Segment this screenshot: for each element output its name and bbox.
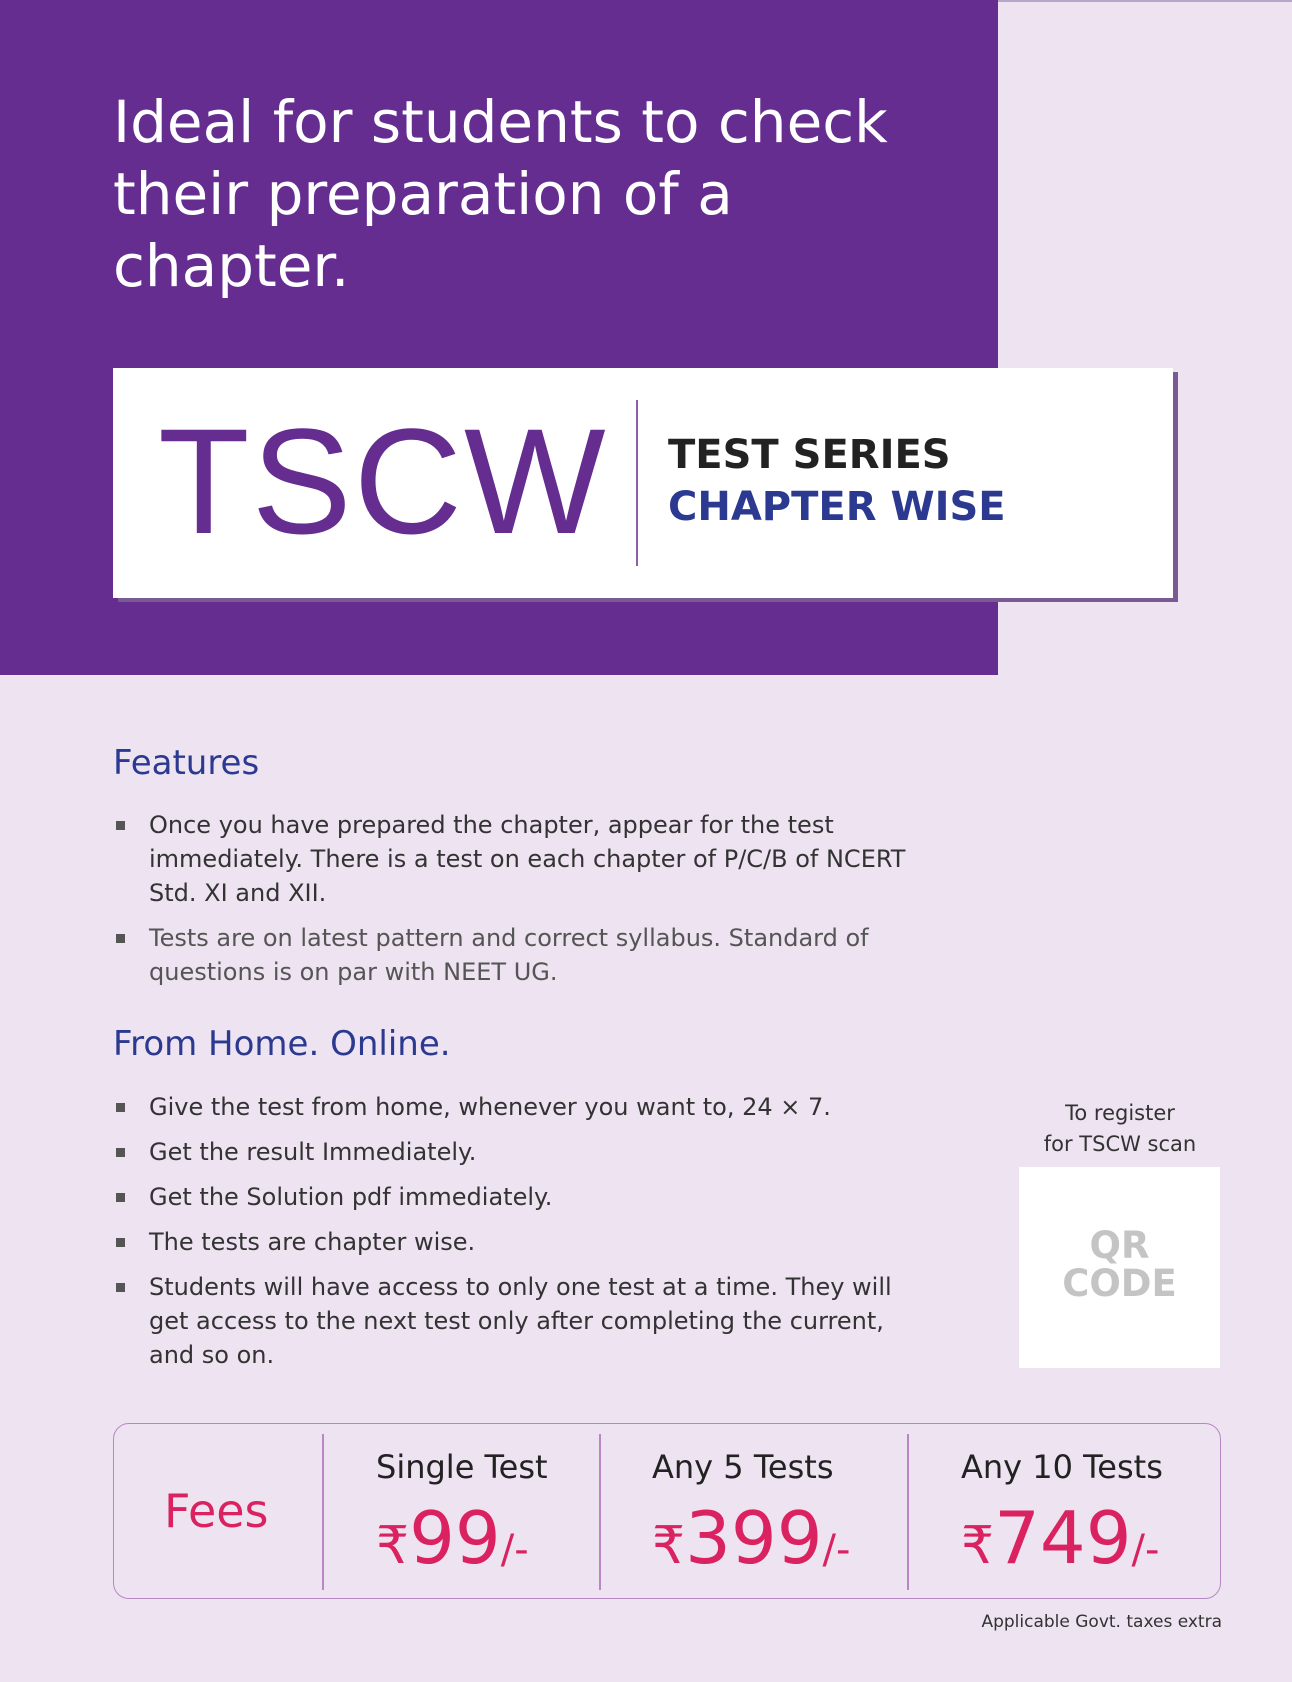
fees-table bbox=[113, 1423, 1221, 1599]
fee-plan-name: Single Test bbox=[376, 1448, 548, 1486]
qr-code-placeholder[interactable] bbox=[1019, 1167, 1220, 1368]
fees-divider bbox=[599, 1434, 601, 1590]
features-list bbox=[113, 808, 913, 1000]
list-item-text: Students will have access to only one test at a time. They will get access to the next test only after completing the current, and so on. bbox=[149, 1273, 892, 1369]
bullet-square-icon bbox=[116, 1283, 125, 1292]
list-item-text: The tests are chapter wise. bbox=[149, 1228, 476, 1256]
fee-price-suffix: /- bbox=[1131, 1527, 1160, 1573]
qr-label-line2: CODE bbox=[1062, 1262, 1177, 1305]
fees-divider bbox=[907, 1434, 909, 1590]
list-item-text: Tests are on latest pattern and correct syllabus. Standard of questions is on par with NEET UG. bbox=[149, 924, 869, 986]
list-item bbox=[113, 808, 913, 910]
fee-price-suffix: /- bbox=[500, 1527, 529, 1573]
bullet-square-icon bbox=[116, 934, 125, 943]
fee-price-suffix: /- bbox=[822, 1527, 851, 1573]
register-caption-line2: for TSCW scan bbox=[1043, 1132, 1197, 1156]
brand-subtitle-line2: CHAPTER WISE bbox=[668, 484, 1006, 530]
fees-label: Fees bbox=[164, 1484, 269, 1538]
bullet-square-icon bbox=[116, 1103, 125, 1112]
list-item-text: Once you have prepared the chapter, appear for the test immediately. There is a test on each chapter of P/C/B of NCERT Std. XI and XII. bbox=[149, 811, 906, 907]
fee-plan-price bbox=[961, 1498, 1159, 1590]
list-item bbox=[113, 1225, 913, 1259]
fee-price-value: 399 bbox=[685, 1496, 823, 1580]
fee-price-value: 99 bbox=[409, 1496, 501, 1580]
brand-subtitle-line1: TEST SERIES bbox=[668, 432, 951, 478]
tax-note: Applicable Govt. taxes extra bbox=[981, 1612, 1222, 1632]
fee-plan-price bbox=[652, 1498, 850, 1590]
list-item bbox=[113, 921, 913, 989]
list-item-text: Get the Solution pdf immediately. bbox=[149, 1183, 553, 1211]
bullet-square-icon bbox=[116, 821, 125, 830]
list-item bbox=[113, 1180, 913, 1214]
fee-price-value: 749 bbox=[994, 1496, 1132, 1580]
list-item-text: Give the test from home, whenever you want to, 24 × 7. bbox=[149, 1093, 831, 1121]
rupee-symbol: ₹ bbox=[961, 1516, 995, 1576]
bullet-square-icon bbox=[116, 1148, 125, 1157]
online-features-list bbox=[113, 1090, 913, 1383]
brand-card bbox=[113, 368, 1173, 598]
features-heading: Features bbox=[113, 743, 260, 783]
list-item-text: Get the result Immediately. bbox=[149, 1138, 477, 1166]
bullet-square-icon bbox=[116, 1193, 125, 1202]
register-caption-line1: To register bbox=[1065, 1101, 1175, 1125]
bullet-square-icon bbox=[116, 1238, 125, 1247]
fee-plan-name: Any 10 Tests bbox=[961, 1448, 1163, 1486]
fee-plan-price bbox=[376, 1498, 529, 1590]
list-item bbox=[113, 1090, 913, 1124]
qr-label-line1: QR bbox=[1089, 1224, 1150, 1267]
brand-divider bbox=[636, 400, 638, 566]
fee-plan-name: Any 5 Tests bbox=[652, 1448, 834, 1486]
brand-code: TSCW bbox=[158, 397, 608, 565]
rupee-symbol: ₹ bbox=[652, 1516, 686, 1576]
fees-divider bbox=[322, 1434, 324, 1590]
list-item bbox=[113, 1270, 913, 1372]
headline: Ideal for students to check their preparation of a chapter. bbox=[113, 88, 888, 300]
online-heading: From Home. Online. bbox=[113, 1024, 451, 1064]
list-item bbox=[113, 1135, 913, 1169]
qr-code-label bbox=[1019, 1224, 1220, 1305]
register-caption bbox=[1018, 1098, 1222, 1160]
rupee-symbol: ₹ bbox=[376, 1516, 410, 1576]
